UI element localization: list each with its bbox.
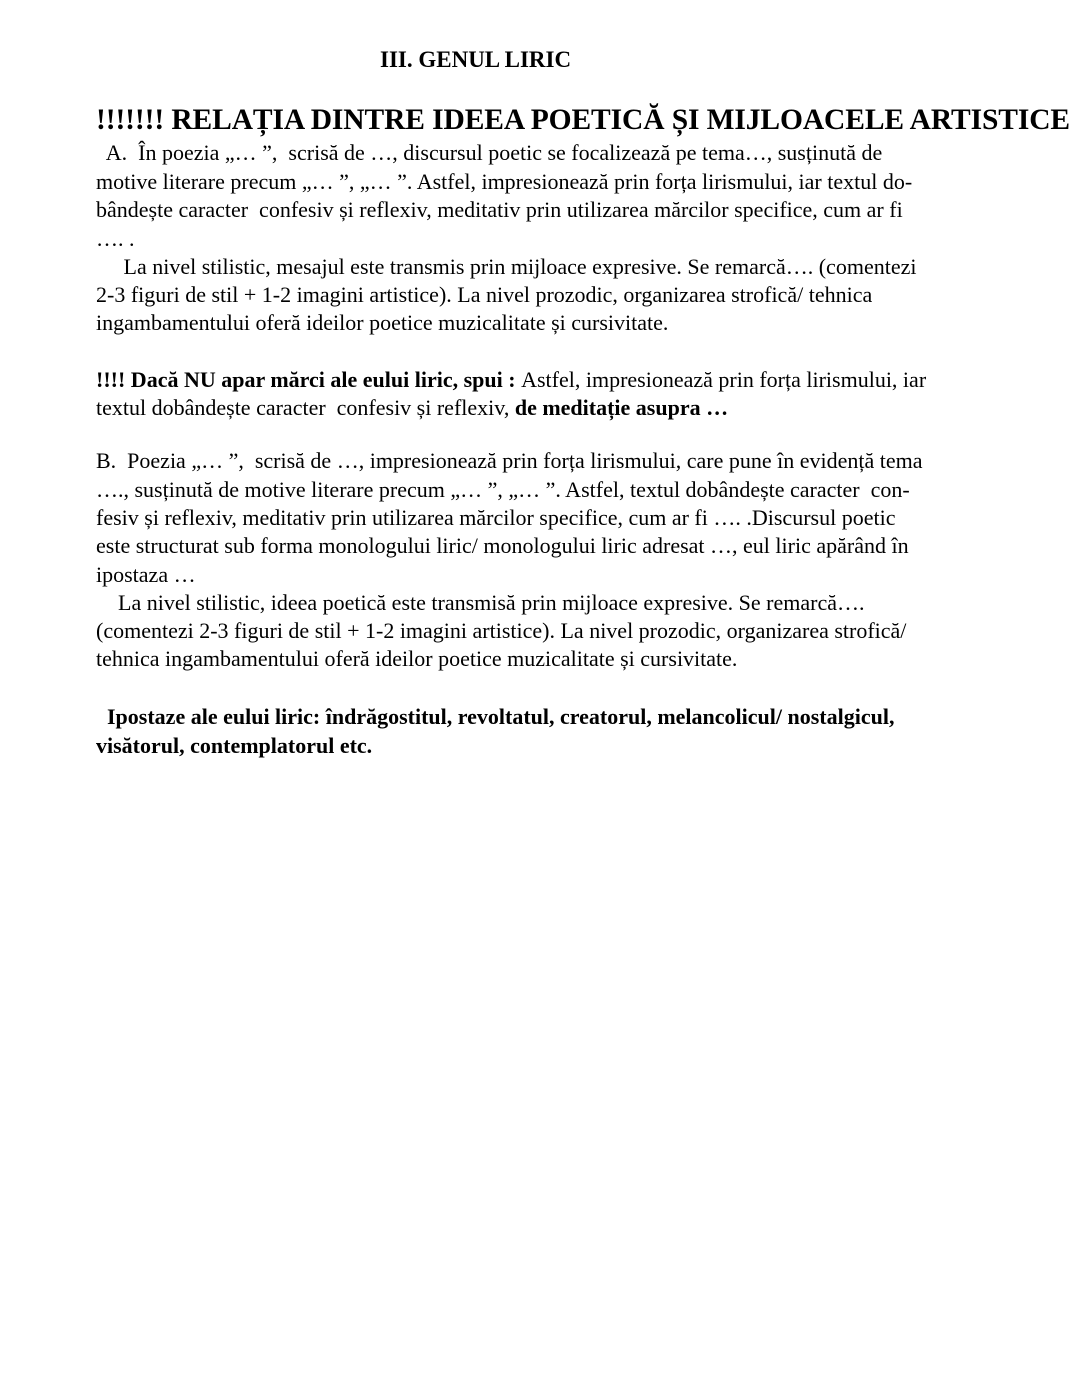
paragraph-line: motive literare precum „… ”, „… ”. Astfel, impresionează prin forța lirismului, iar textul do- (96, 169, 913, 194)
section-heading: !!!!!!! RELAȚIA DINTRE IDEEA POETICĂ ȘI MIJLOACELE ARTISTICE (96, 104, 1071, 136)
paragraph-line: fesiv și reflexiv, meditativ prin utilizarea mărcilor specifice, cum ar fi …. .Discursul poetic (96, 505, 896, 530)
document-title: III. GENUL LIRIC (380, 47, 572, 72)
paragraph-line: B. Poezia „… ”, scrisă de …, impresionează prin forța lirismului, care pune în evidență tema (96, 448, 923, 473)
paragraph-line: La nivel stilistic, ideea poetică este transmisă prin mijloace expresive. Se remarcă…. (96, 590, 865, 615)
paragraph-line: …. . (96, 226, 135, 251)
note-text: textul dobândește caracter confesiv și reflexiv, (96, 395, 515, 420)
paragraph-line: ipostaza … (96, 562, 196, 587)
paragraph-line: este structurat sub forma monologului liric/ monologului liric adresat …, eul liric apărând în (96, 533, 909, 558)
ipostaze-line: visătorul, contemplatorul etc. (96, 733, 373, 758)
note-line (96, 366, 926, 394)
ipostaze-line: Ipostaze ale eului liric: îndrăgostitul, revoltatul, creatorul, melancolicul/ nostalgicul, (96, 704, 895, 729)
note-emphasis: !!!! Dacă NU apar mărci ale eului liric, spui : (96, 367, 522, 392)
paragraph-line: (comentezi 2-3 figuri de stil + 1-2 imagini artistice). La nivel prozodic, organizarea strofică/ (96, 618, 907, 643)
paragraph-line: …., susținută de motive literare precum „… ”, „… ”. Astfel, textul dobândește caracter con- (96, 477, 910, 502)
paragraph-line: bândește caracter confesiv și reflexiv, meditativ prin utilizarea mărcilor specifice, cum ar fi (96, 197, 903, 222)
paragraph-line: A. În poezia „… ”, scrisă de …, discursul poetic se focalizează pe tema…, susținută de (96, 140, 883, 165)
note-text: Astfel, impresionează prin forța lirismului, iar (521, 367, 927, 392)
paragraph-line: La nivel stilistic, mesajul este transmis prin mijloace expresive. Se remarcă…. (comentezi (96, 254, 917, 279)
note-emphasis: de meditație asupra … (514, 395, 729, 420)
paragraph-line: 2-3 figuri de stil + 1-2 imagini artistice). La nivel prozodic, organizarea strofică/ tehnica (96, 282, 873, 307)
paragraph-line: ingambamentului oferă ideilor poetice muzicalitate și cursivitate. (96, 310, 669, 335)
paragraph-line: tehnica ingambamentului oferă ideilor poetice muzicalitate și cursivitate. (96, 646, 738, 671)
note-line (96, 394, 728, 422)
